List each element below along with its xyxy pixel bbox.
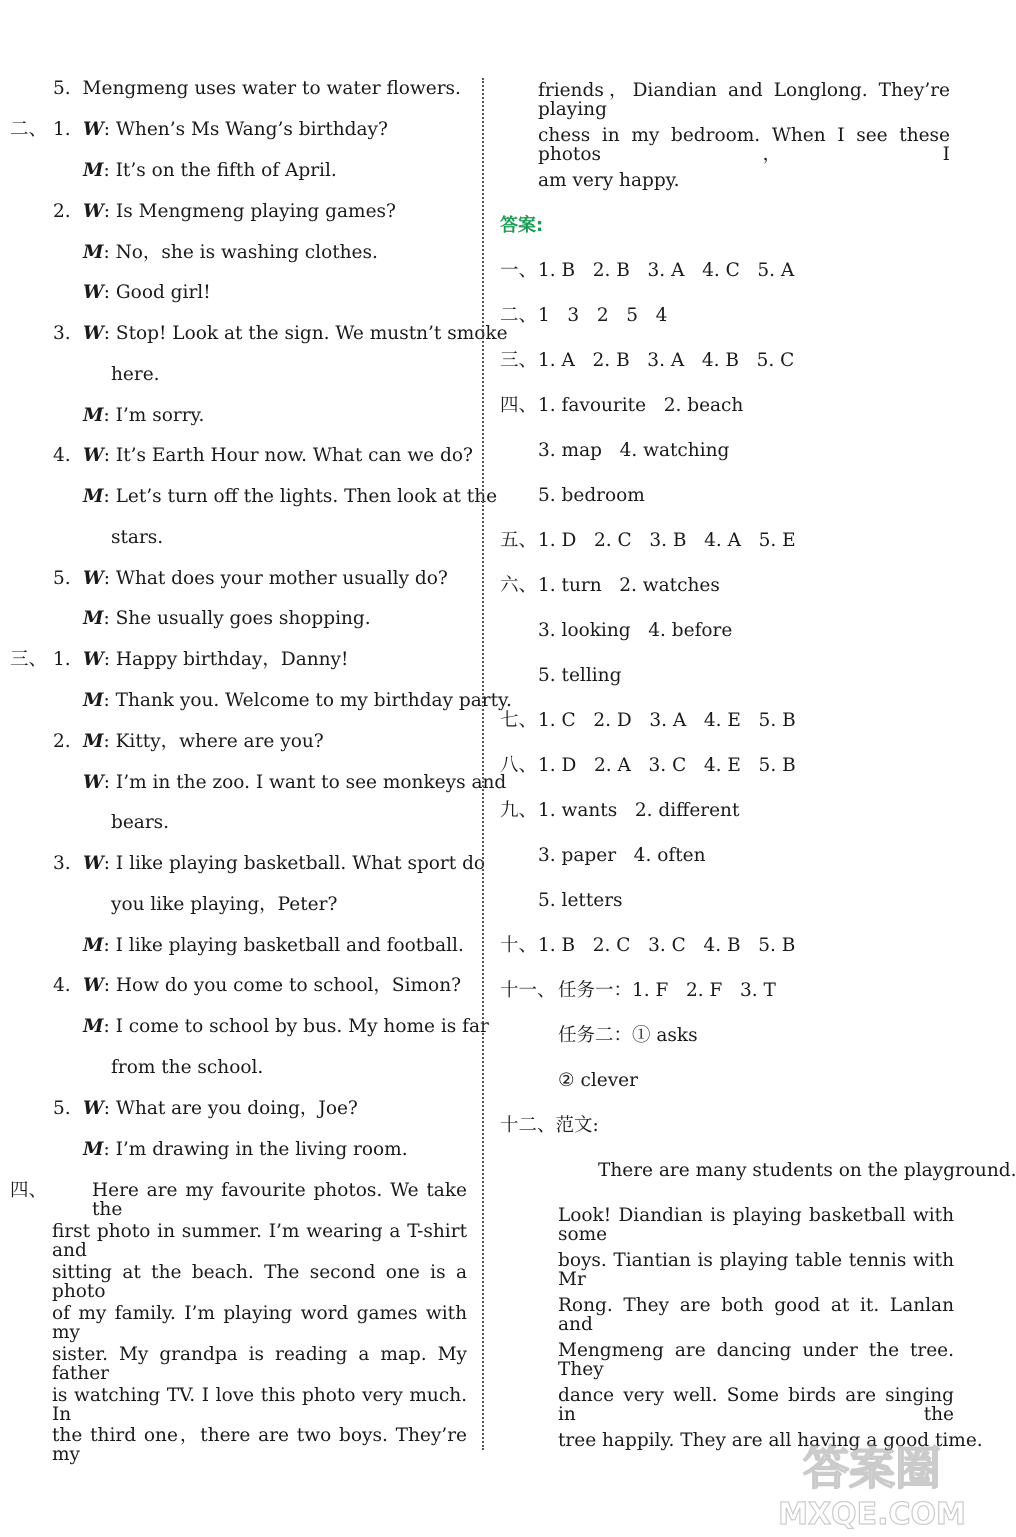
speaker-label: W bbox=[83, 201, 104, 222]
answer-line: 5. letters bbox=[538, 890, 623, 911]
s2-num-5: 5. bbox=[53, 568, 71, 589]
speaker-label: M bbox=[83, 690, 104, 711]
answer-line: 5. telling bbox=[538, 665, 622, 686]
s2-num-3: 3. bbox=[53, 323, 71, 344]
essay-line: boys. Tiantian is playing table tennis with Mr bbox=[558, 1250, 954, 1290]
answer-label: 六、 bbox=[500, 575, 538, 596]
speaker-label: M bbox=[83, 935, 104, 956]
speaker-label: W bbox=[83, 323, 104, 344]
speaker-label: W bbox=[83, 853, 104, 874]
dialogue-continuation: from the school. bbox=[111, 1057, 264, 1078]
answer-line: 1. C 2. D 3. A 4. E 5. B bbox=[538, 710, 796, 731]
dialogue-text: No，she is washing clothes. bbox=[115, 242, 378, 263]
dialogue-line: W: I’m in the zoo. I want to see monkeys and bbox=[83, 772, 507, 793]
dialogue-line: M: I’m sorry. bbox=[83, 405, 205, 426]
answer-label: 一、 bbox=[500, 260, 538, 281]
answer-line: 5. bedroom bbox=[538, 485, 645, 506]
s2-num-4: 4. bbox=[53, 445, 71, 466]
answer-label: 九、 bbox=[500, 800, 538, 821]
dialogue-text: When’s Ms Wang’s birthday? bbox=[115, 119, 388, 140]
dialogue-line: W: It’s Earth Hour now. What can we do? bbox=[83, 445, 473, 466]
speaker-label: W bbox=[83, 445, 104, 466]
answer-line: 1 3 2 5 4 bbox=[538, 305, 668, 326]
dialogue-line: M: I like playing basketball and football. bbox=[83, 935, 464, 956]
dialogue-line: W: Stop! Look at the sign. We mustn’t smoke bbox=[83, 323, 508, 344]
dialogue-text: What does your mother usually do? bbox=[115, 568, 448, 589]
dialogue-text: It’s on the fifth of April. bbox=[115, 160, 337, 181]
dialogue-line: M: Let’s turn off the lights. Then look at the bbox=[83, 486, 498, 507]
answer-label: 七、 bbox=[500, 710, 538, 731]
dialogue-text: Kitty，where are you? bbox=[115, 731, 324, 752]
dialogue-text: I come to school by bus. My home is far bbox=[115, 1016, 489, 1037]
answer-label: 十、 bbox=[500, 935, 538, 956]
answer-line: 3. looking 4. before bbox=[538, 620, 733, 641]
answer-line: 3. map 4. watching bbox=[538, 440, 730, 461]
answer-label: 五、 bbox=[500, 530, 538, 551]
passage-line: of my family. I’m playing word games with my bbox=[52, 1303, 467, 1343]
answer-line: 1. favourite 2. beach bbox=[538, 395, 744, 416]
passage-line: Here are my favourite photos. We take the bbox=[92, 1180, 467, 1220]
essay-line: Rong. They are both good at it. Lanlan and bbox=[558, 1295, 954, 1335]
speaker-label: M bbox=[83, 486, 104, 507]
dialogue-text: I’m drawing in the living room. bbox=[115, 1139, 408, 1160]
dialogue-text: What are you doing，Joe? bbox=[115, 1098, 358, 1119]
answer-label: 十一、 bbox=[500, 980, 556, 1001]
item-number: 5. bbox=[53, 78, 71, 99]
column-divider bbox=[482, 78, 484, 1450]
answer-line: 1. B 2. B 3. A 4. C 5. A bbox=[538, 260, 795, 281]
answer-line: 1. turn 2. watches bbox=[538, 575, 720, 596]
svg-text:MXQE.COM: MXQE.COM bbox=[778, 1497, 966, 1532]
essay-line: dance very well. Some birds are singing in the bbox=[558, 1385, 954, 1425]
answer-label: 二、 bbox=[500, 305, 538, 326]
passage-line: sister. My grandpa is reading a map. My father bbox=[52, 1344, 467, 1384]
passage-line: sitting at the beach. The second one is a photo bbox=[52, 1262, 467, 1302]
dialogue-text: Happy birthday，Danny! bbox=[115, 649, 349, 670]
task-two-b: ② clever bbox=[558, 1070, 638, 1091]
answer-line: 1. D 2. C 3. B 4. A 5. E bbox=[538, 530, 796, 551]
dialogue-line: W: What does your mother usually do? bbox=[83, 568, 448, 589]
essay-line: Look! Diandian is playing basketball with some bbox=[558, 1205, 954, 1245]
essay-line: Mengmeng are dancing under the tree. They bbox=[558, 1340, 954, 1380]
s3-num-1: 1. bbox=[53, 649, 71, 670]
dialogue-line: M: No，she is washing clothes. bbox=[83, 242, 378, 263]
dialogue-line: M: Thank you. Welcome to my birthday party. bbox=[83, 690, 512, 711]
dialogue-line: W: Happy birthday，Danny! bbox=[83, 649, 349, 670]
item-text: Mengmeng uses water to water flowers. bbox=[82, 78, 461, 99]
passage-line: is watching TV. I love this photo very much. In bbox=[52, 1385, 467, 1425]
dialogue-line: M: She usually goes shopping. bbox=[83, 608, 371, 629]
speaker-label: W bbox=[83, 1098, 104, 1119]
speaker-label: M bbox=[83, 1016, 104, 1037]
s2-num-2: 2. bbox=[53, 201, 71, 222]
speaker-label: W bbox=[83, 772, 104, 793]
essay-line: There are many students on the playground. bbox=[598, 1160, 1016, 1181]
s3-num-3: 3. bbox=[53, 853, 71, 874]
dialogue-line: W: Good girl! bbox=[83, 282, 211, 303]
answer-line: 1. D 2. A 3. C 4. E 5. B bbox=[538, 755, 796, 776]
speaker-label: M bbox=[83, 405, 104, 426]
s2-num-1: 1. bbox=[53, 119, 71, 140]
passage-line: friends，Diandian and Longlong. They’re playing bbox=[538, 80, 950, 120]
speaker-label: W bbox=[83, 282, 104, 303]
dialogue-line: M: I come to school by bus. My home is far bbox=[83, 1016, 489, 1037]
dialogue-continuation: you like playing，Peter? bbox=[111, 894, 338, 915]
dialogue-text: How do you come to school，Simon? bbox=[115, 975, 462, 996]
speaker-label: M bbox=[83, 731, 104, 752]
passage-line: the third one，there are two boys. They’re my bbox=[52, 1425, 467, 1465]
section-label-4: 四、 bbox=[10, 1180, 48, 1201]
svg-text:答案圈: 答案圈 bbox=[803, 1441, 941, 1495]
s3-num-5: 5. bbox=[53, 1098, 71, 1119]
answer-line: 3. paper 4. often bbox=[538, 845, 706, 866]
s3-num-2: 2. bbox=[53, 731, 71, 752]
dialogue-continuation: bears. bbox=[111, 812, 170, 833]
task-one: 任务一：1. F 2. F 3. T bbox=[558, 980, 776, 1001]
dialogue-text: She usually goes shopping. bbox=[115, 608, 371, 629]
dialogue-continuation: stars. bbox=[111, 527, 164, 548]
q1-item-5 bbox=[53, 80, 461, 99]
dialogue-line: W: I like playing basketball. What sport do bbox=[83, 853, 486, 874]
dialogue-line: M: Kitty，where are you? bbox=[83, 731, 324, 752]
passage-line: first photo in summer. I’m wearing a T-shirt and bbox=[52, 1221, 467, 1261]
speaker-label: M bbox=[83, 608, 104, 629]
dialogue-line: M: It’s on the fifth of April. bbox=[83, 160, 337, 181]
section-label-2: 二、 bbox=[10, 119, 48, 140]
answers-heading: 答案: bbox=[500, 215, 544, 236]
dialogue-line: W: When’s Ms Wang’s birthday? bbox=[83, 119, 388, 140]
passage-line: am very happy. bbox=[538, 170, 680, 191]
speaker-label: M bbox=[83, 160, 104, 181]
dialogue-text: Thank you. Welcome to my birthday party. bbox=[115, 690, 512, 711]
model-essay-label: 十二、范文: bbox=[500, 1115, 599, 1136]
dialogue-continuation: here. bbox=[111, 364, 160, 385]
dialogue-text: It’s Earth Hour now. What can we do? bbox=[115, 445, 473, 466]
answer-label: 三、 bbox=[500, 350, 538, 371]
dialogue-text: Let’s turn off the lights. Then look at the bbox=[115, 486, 498, 507]
s3-num-4: 4. bbox=[53, 975, 71, 996]
essay-line: tree happily. They are all having a good time. bbox=[558, 1430, 983, 1451]
dialogue-text: I like playing basketball. What sport do bbox=[115, 853, 486, 874]
dialogue-text: Is Mengmeng playing games? bbox=[115, 201, 396, 222]
dialogue-line: W: Is Mengmeng playing games? bbox=[83, 201, 396, 222]
answer-line: 1. wants 2. different bbox=[538, 800, 740, 821]
dialogue-line: W: How do you come to school，Simon? bbox=[83, 975, 462, 996]
speaker-label: W bbox=[83, 568, 104, 589]
dialogue-text: Stop! Look at the sign. We mustn’t smoke bbox=[115, 323, 508, 344]
speaker-label: W bbox=[83, 119, 104, 140]
task-two: 任务二：① asks bbox=[558, 1025, 698, 1046]
answer-label: 八、 bbox=[500, 755, 538, 776]
dialogue-text: I like playing basketball and football. bbox=[115, 935, 464, 956]
speaker-label: W bbox=[83, 975, 104, 996]
answer-label: 四、 bbox=[500, 395, 538, 416]
section-label-3: 三、 bbox=[10, 649, 48, 670]
dialogue-text: I’m sorry. bbox=[115, 405, 205, 426]
answer-line: 1. A 2. B 3. A 4. B 5. C bbox=[538, 350, 795, 371]
speaker-label: M bbox=[83, 242, 104, 263]
dialogue-text: Good girl! bbox=[115, 282, 211, 303]
dialogue-line: W: What are you doing，Joe? bbox=[83, 1098, 358, 1119]
speaker-label: W bbox=[83, 649, 104, 670]
dialogue-line: M: I’m drawing in the living room. bbox=[83, 1139, 408, 1160]
speaker-label: M bbox=[83, 1139, 104, 1160]
answer-line: 1. B 2. C 3. C 4. B 5. B bbox=[538, 935, 796, 956]
watermark-logo bbox=[778, 1432, 966, 1532]
passage-line: chess in my bedroom. When I see these photos，I bbox=[538, 125, 950, 165]
dialogue-text: I’m in the zoo. I want to see monkeys and bbox=[115, 772, 507, 793]
